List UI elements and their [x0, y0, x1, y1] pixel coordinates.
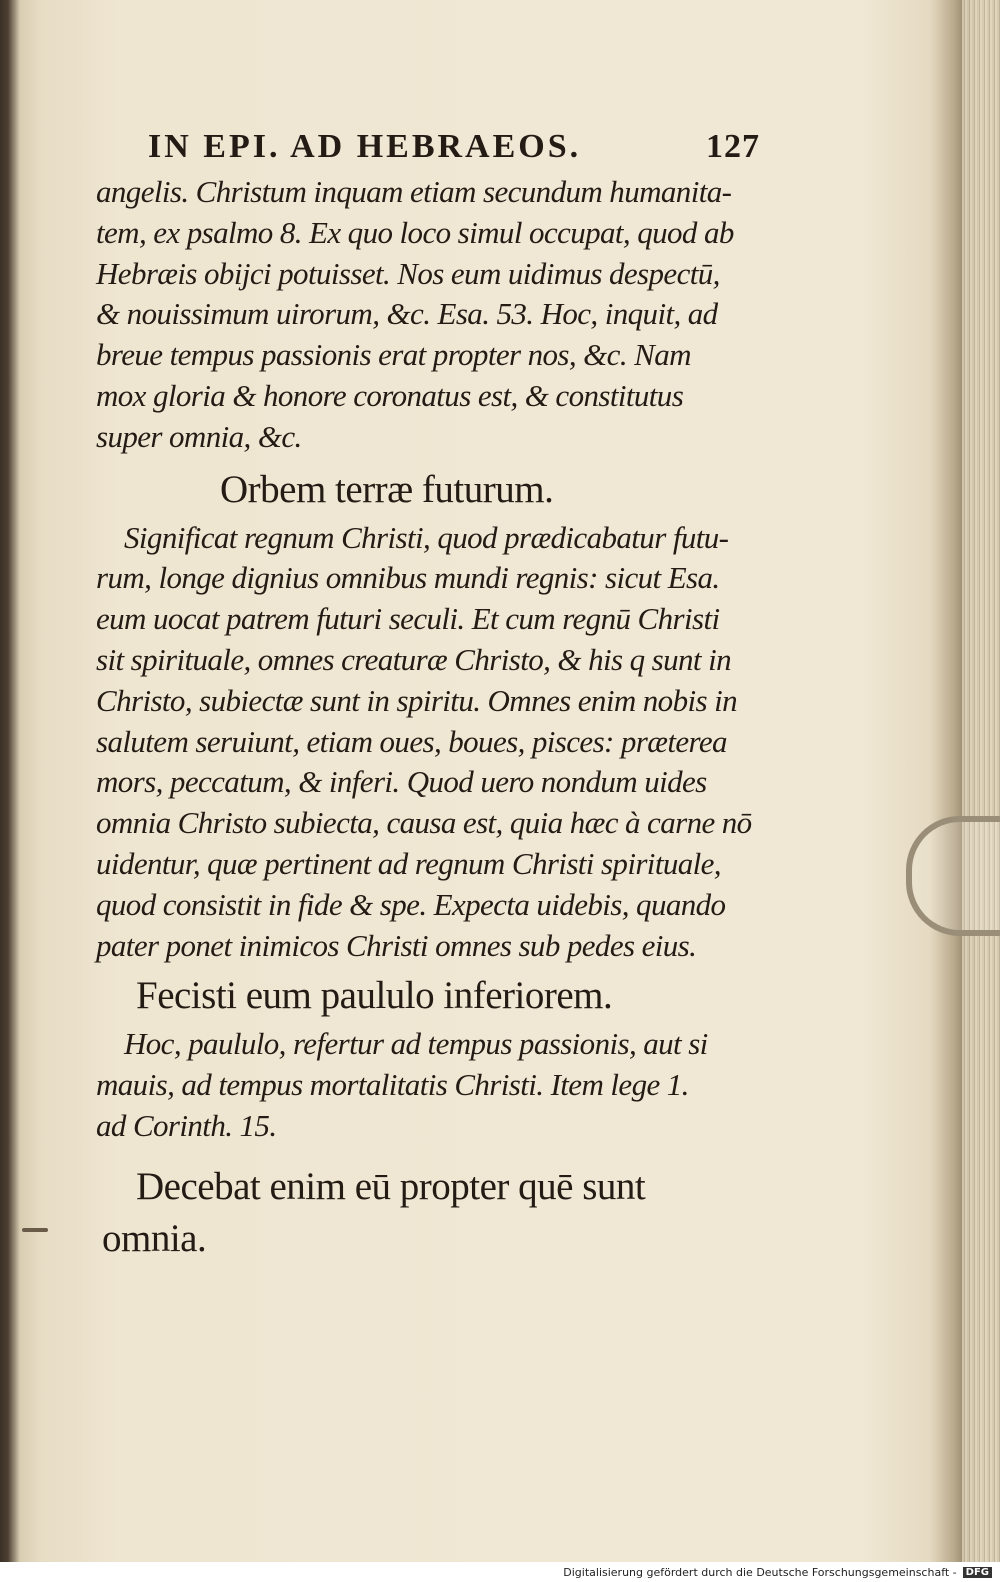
- section-heading: Orbem terræ futurum.: [220, 467, 554, 511]
- text-line: salutem seruiunt, etiam oues, boues, pisces: præterea: [96, 723, 727, 759]
- text-line: eum uocat patrem futuri seculi. Et cum regnū Christi: [96, 601, 720, 637]
- dfg-logo: DFG: [963, 1567, 992, 1578]
- paragraph-3: [96, 1024, 768, 1146]
- text-line: mox gloria & honore coronatus est, & constitutus: [96, 377, 684, 413]
- paragraph-1: [96, 172, 768, 458]
- running-head-title: IN EPI. AD HEBRAEOS.: [148, 128, 582, 165]
- section-heading-continued: omnia.: [102, 1216, 207, 1260]
- text-line: ad Corinth. 15.: [96, 1107, 277, 1143]
- text-line: sit spirituale, omnes creaturæ Christo, & his q sunt in: [96, 641, 731, 677]
- paragraph-2: [96, 518, 768, 967]
- section-heading: Decebat enim eū propter quē sunt: [136, 1164, 646, 1208]
- page-number: 127: [706, 128, 760, 165]
- margin-mark: [22, 1228, 48, 1232]
- text-line: pater ponet inimicos Christi omnes sub pedes eius.: [96, 927, 697, 963]
- text-line: & nouissimum uirorum, &c. Esa. 53. Hoc, inquit, ad: [96, 296, 718, 332]
- text-line: Significat regnum Christi, quod prædicabatur futu-: [124, 519, 729, 555]
- text-line: mors, peccatum, & inferi. Quod uero nondum uides: [96, 764, 707, 800]
- page-edges: [962, 0, 1000, 1562]
- text-line: tem, ex psalmo 8. Ex quo loco simul occupat, quod ab: [96, 214, 734, 250]
- text-line: Hebræis obijci potuisset. Nos eum uidimus despectū,: [96, 255, 720, 291]
- section-heading: Fecisti eum paululo inferiorem.: [136, 974, 613, 1018]
- page-text: [96, 128, 768, 1265]
- text-line: rum, longe dignius omnibus mundi regnis: sicut Esa.: [96, 560, 720, 596]
- text-line: Hoc, paululo, refertur ad tempus passionis, aut si: [124, 1026, 708, 1062]
- footer-credit: Digitalisierung gefördert durch die Deutsche Forschungsgemeinschaft -: [563, 1565, 957, 1579]
- text-line: omnia Christo subiecta, causa est, quia hæc à carne nō: [96, 805, 752, 841]
- running-head: [148, 128, 768, 166]
- text-line: super omnia, &c.: [96, 418, 302, 454]
- text-line: angelis. Christum inquam etiam secundum humanita-: [96, 174, 732, 209]
- text-line: uidentur, quæ pertinent ad regnum Christi spirituale,: [96, 845, 721, 881]
- book-clip: [906, 816, 1000, 936]
- text-line: quod consistit in fide & spe. Expecta uidebis, quando: [96, 886, 726, 922]
- text-line: mauis, ad tempus mortalitatis Christi. Item lege 1.: [96, 1067, 689, 1103]
- text-line: Christo, subiectæ sunt in spiritu. Omnes enim nobis in: [96, 682, 738, 718]
- text-line: breue tempus passionis erat propter nos, &c. Nam: [96, 337, 691, 373]
- digitization-footer: [0, 1562, 1000, 1582]
